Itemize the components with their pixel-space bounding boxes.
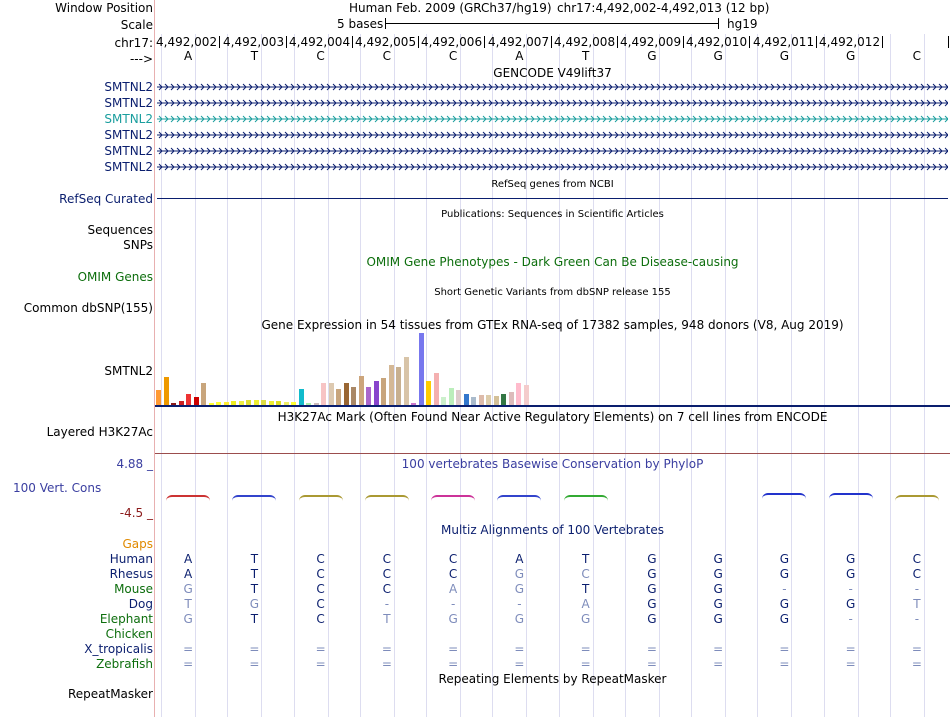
alignment-base: = (646, 657, 657, 671)
position-label: 4,492,007 (488, 35, 550, 49)
alignment-base: G (647, 582, 657, 596)
ruler-base: G (845, 49, 856, 63)
transcript-label[interactable]: SMTNL2 (104, 160, 153, 174)
transcript-line[interactable] (157, 131, 948, 139)
gtex-chart[interactable] (155, 332, 950, 405)
multiz-title: Multiz Alignments of 100 Vertebrates (440, 523, 665, 537)
alignment-base: C (581, 567, 590, 581)
alignment-base: G (779, 552, 790, 566)
position-label: 4,492,008 (554, 35, 616, 49)
position-tick (882, 36, 883, 48)
gtex-bar[interactable] (434, 373, 439, 405)
alignment-base: G (713, 552, 723, 566)
position-tick (617, 36, 618, 48)
omim-title: OMIM Gene Phenotypes - Dark Green Can Be Disease-causing (366, 255, 739, 269)
conservation-glyph (829, 493, 873, 503)
gtex-bar[interactable] (329, 383, 334, 405)
alignment-base: G (779, 612, 790, 626)
position-label: 4,492,006 (421, 35, 483, 49)
gtex-bar[interactable] (516, 383, 521, 405)
alignment-base: = (845, 642, 856, 656)
alignment-base: C (448, 552, 458, 566)
alignment-base: G (779, 597, 790, 611)
gtex-bar[interactable] (164, 377, 169, 405)
gtex-bar[interactable] (359, 376, 364, 405)
alignment-base: C (316, 552, 325, 566)
conservation-glyph (762, 493, 806, 503)
window-position-label: Window Position (55, 1, 153, 15)
alignment-base: = (580, 642, 591, 656)
ruler-base: G (779, 49, 790, 63)
alignment-base: - (450, 597, 456, 611)
position-tick (816, 36, 817, 48)
position-label: 4,492,003 (223, 35, 285, 49)
omim-label[interactable]: OMIM Genes (77, 270, 153, 284)
alignment-base: = (713, 657, 724, 671)
ruler-base: T (250, 49, 259, 63)
alignment-base: = (779, 642, 790, 656)
gtex-gene-label[interactable]: SMTNL2 (104, 364, 153, 378)
alignment-base: G (249, 597, 260, 611)
conservation-glyph (497, 495, 541, 501)
snps-label[interactable]: SNPs (123, 238, 153, 252)
alignment-base: = (315, 642, 326, 656)
gtex-bar[interactable] (479, 395, 484, 405)
gtex-bar[interactable] (389, 365, 394, 405)
gtex-bar[interactable] (336, 389, 341, 405)
repeat-title: Repeating Elements by RepeatMasker (438, 672, 667, 686)
alignment-base: G (779, 567, 790, 581)
conservation-glyph (431, 495, 475, 501)
alignment-base: G (580, 612, 591, 626)
refseq-title: RefSeq genes from NCBI (491, 179, 614, 190)
gtex-bar[interactable] (419, 333, 424, 405)
ruler-base: A (184, 49, 193, 63)
alignment-base: T (250, 567, 259, 581)
conservation-glyph (166, 495, 210, 501)
alignment-base: = (381, 657, 392, 671)
transcript-line[interactable] (157, 115, 948, 123)
alignment-base: G (183, 582, 193, 596)
alignment-base: - (517, 597, 522, 611)
db-label: hg19 (727, 17, 758, 31)
alignment-base: A (449, 582, 458, 596)
alignment-base: G (183, 612, 193, 626)
gtex-bar[interactable] (194, 397, 199, 405)
gtex-bar[interactable] (321, 383, 326, 405)
gtex-bar[interactable] (201, 383, 206, 405)
transcript-line[interactable] (157, 163, 948, 171)
position-tick (551, 36, 552, 48)
ruler-base: C (382, 49, 392, 63)
ruler-base: C (316, 49, 325, 63)
ruler-base: G (647, 49, 657, 63)
gtex-baseline (155, 405, 950, 407)
dbsnp-title: Short Genetic Variants from dbSNP release 155 (434, 287, 671, 298)
species-label: Zebrafish (96, 657, 153, 671)
alignment-base: G (713, 597, 723, 611)
ruler-base: C (912, 49, 922, 63)
gtex-bar[interactable] (456, 390, 461, 405)
gtex-bar[interactable] (471, 397, 476, 405)
ruler-base: A (515, 49, 524, 63)
alignment-base: G (713, 612, 723, 626)
scale-bar-left-tick (385, 18, 386, 29)
conservation-glyph (895, 495, 939, 501)
alignment-base: C (382, 552, 392, 566)
alignment-base: = (183, 657, 194, 671)
alignment-base: C (316, 612, 325, 626)
h3k27ac-title: H3K27Ac Mark (Often Found Near Active Regulatory Elements) on 7 cell lines from ENCODE (277, 410, 828, 424)
alignment-base: T (913, 597, 921, 611)
alignment-base: = (381, 642, 392, 656)
gtex-bar[interactable] (524, 385, 529, 405)
alignment-base: C (912, 552, 922, 566)
alignment-base: T (250, 552, 259, 566)
position-label: 4,492,009 (620, 35, 682, 49)
position-tick (219, 36, 220, 48)
alignment-base: = (448, 642, 459, 656)
alignment-base: A (515, 552, 524, 566)
species-label: Rhesus (109, 567, 153, 581)
conservation-label[interactable]: 100 Vert. Cons (13, 481, 102, 495)
alignment-base: T (383, 612, 391, 626)
gtex-bar[interactable] (404, 357, 409, 405)
alignment-base: G (647, 597, 657, 611)
alignment-base: = (845, 657, 856, 671)
alignment-base: C (316, 567, 325, 581)
species-label: Dog (128, 597, 153, 611)
assembly-title: Human Feb. 2009 (GRCh37/hg19) (349, 1, 552, 15)
position-tick (948, 36, 949, 48)
alignment-base: - (384, 597, 390, 611)
ruler-base: C (448, 49, 458, 63)
alignment-base: = (514, 642, 525, 656)
alignment-base: G (448, 612, 458, 626)
transcript-line[interactable] (157, 83, 948, 91)
transcript-line[interactable] (157, 147, 948, 155)
gtex-bar[interactable] (464, 394, 469, 405)
alignment-base: G (713, 567, 723, 581)
alignment-base: G (713, 582, 723, 596)
alignment-base: C (382, 567, 392, 581)
gtex-bar[interactable] (426, 381, 431, 405)
gtex-bar[interactable] (509, 392, 514, 405)
gtex-bar[interactable] (441, 397, 446, 405)
gtex-bar[interactable] (381, 378, 386, 405)
scale-label: Scale (120, 18, 153, 32)
alignment-base: G (514, 567, 525, 581)
h3k27ac-label[interactable]: Layered H3K27Ac (46, 425, 153, 439)
gtex-bar[interactable] (501, 394, 506, 405)
transcript-label[interactable]: SMTNL2 (104, 80, 153, 94)
gtex-bar[interactable] (396, 367, 401, 405)
position-label: 4,492,012 (819, 35, 881, 49)
alignment-base: C (316, 597, 325, 611)
alignment-base: G (647, 612, 657, 626)
alignment-base: T (184, 597, 192, 611)
position-label: 4,492,010 (686, 35, 748, 49)
alignment-base: A (184, 567, 193, 581)
alignment-base: C (912, 567, 922, 581)
gtex-bar[interactable] (449, 388, 454, 405)
scale-bar-right-tick (718, 18, 719, 29)
gtex-bar[interactable] (366, 387, 371, 405)
conservation-glyph (299, 495, 343, 501)
position-label: 4,492,004 (289, 35, 351, 49)
alignment-base: G (514, 582, 525, 596)
position-tick (286, 36, 287, 48)
conservation-max-label: 4.88 _ (116, 457, 153, 471)
species-label: Mouse (114, 582, 153, 596)
alignment-base: A (581, 597, 590, 611)
alignment-base: = (646, 642, 657, 656)
gtex-bar[interactable] (156, 390, 161, 405)
species-label: Elephant (99, 612, 153, 626)
transcript-label[interactable]: SMTNL2 (104, 144, 153, 158)
alignment-base: G (647, 552, 657, 566)
transcript-label[interactable]: SMTNL2 (104, 112, 153, 126)
alignment-base: G (845, 552, 856, 566)
alignment-base: T (250, 582, 259, 596)
scale-bar-label: 5 bases (337, 17, 384, 31)
conservation-glyph (564, 495, 608, 501)
gtex-bar[interactable] (299, 389, 304, 405)
alignment-base: = (514, 657, 525, 671)
publications-title: Publications: Sequences in Scientific Articles (441, 209, 664, 220)
gtex-bar[interactable] (351, 387, 356, 405)
alignment-base: = (713, 642, 724, 656)
alignment-base: = (911, 657, 922, 671)
alignment-base: = (249, 642, 260, 656)
alignment-base: = (183, 642, 194, 656)
transcript-line[interactable] (157, 99, 948, 107)
ruler-base: G (713, 49, 723, 63)
alignment-base: - (914, 612, 920, 626)
position-tick (418, 36, 419, 48)
alignment-base: C (448, 567, 458, 581)
gtex-bar[interactable] (186, 394, 191, 405)
transcript-label[interactable]: SMTNL2 (104, 128, 153, 142)
position-label: 4,492,011 (753, 35, 815, 49)
species-label: X_tropicalis (84, 642, 153, 656)
position-tick (683, 36, 684, 48)
alignment-base: - (848, 582, 853, 596)
species-label: Chicken (105, 627, 153, 641)
alignment-base: T (581, 582, 590, 596)
alignment-base: = (580, 657, 591, 671)
alignment-base: = (779, 657, 790, 671)
chrom-label: chr17: (114, 36, 153, 50)
h3k27ac-line (155, 453, 950, 454)
refseq-line[interactable] (157, 198, 948, 199)
position-tick (484, 36, 485, 48)
species-label: Human (109, 552, 153, 566)
position-tick (352, 36, 353, 48)
alignment-base: T (250, 612, 259, 626)
gtex-bar[interactable] (374, 381, 379, 405)
ruler-base: T (581, 49, 590, 63)
alignment-base: C (382, 582, 392, 596)
alignment-base: = (448, 657, 459, 671)
refseq-label[interactable]: RefSeq Curated (59, 192, 153, 206)
alignment-base: - (914, 582, 920, 596)
alignment-base: = (315, 657, 326, 671)
gtex-bar[interactable] (494, 396, 499, 405)
alignment-base: G (514, 612, 525, 626)
gtex-bar[interactable] (344, 383, 349, 405)
scale-bar (385, 23, 718, 24)
gaps-label: Gaps (122, 537, 153, 551)
alignment-base: = (911, 642, 922, 656)
conservation-glyph (365, 495, 409, 501)
transcript-label[interactable]: SMTNL2 (104, 96, 153, 110)
position-label: 4,492,002 (156, 35, 218, 49)
gencode-title: GENCODE V49lift37 (493, 66, 612, 80)
position-title: chr17:4,492,002-4,492,013 (12 bp) (557, 1, 770, 15)
alignment-base: - (848, 612, 853, 626)
repeatmasker-label[interactable]: RepeatMasker (67, 687, 153, 701)
conservation-min-label: -4.5 _ (119, 506, 153, 520)
position-label: 4,492,005 (355, 35, 417, 49)
strand-label: ---> (129, 52, 153, 66)
alignment-base: A (184, 552, 193, 566)
dbsnp-label[interactable]: Common dbSNP(155) (23, 301, 153, 315)
alignment-base: C (316, 582, 325, 596)
gtex-bar[interactable] (486, 395, 491, 405)
phylop-title: 100 vertebrates Basewise Conservation by PhyloP (401, 457, 704, 471)
position-tick (749, 36, 750, 48)
alignment-base: T (581, 552, 590, 566)
alignment-base: G (647, 567, 657, 581)
conservation-glyph (232, 495, 276, 501)
sequences-label[interactable]: Sequences (87, 223, 153, 237)
alignment-base: G (845, 597, 856, 611)
alignment-base: = (249, 657, 260, 671)
alignment-base: G (845, 567, 856, 581)
alignment-base: - (782, 582, 787, 596)
gtex-title: Gene Expression in 54 tissues from GTEx RNA-seq of 17382 samples, 948 donors (V8, Aug 2019) (261, 318, 844, 332)
